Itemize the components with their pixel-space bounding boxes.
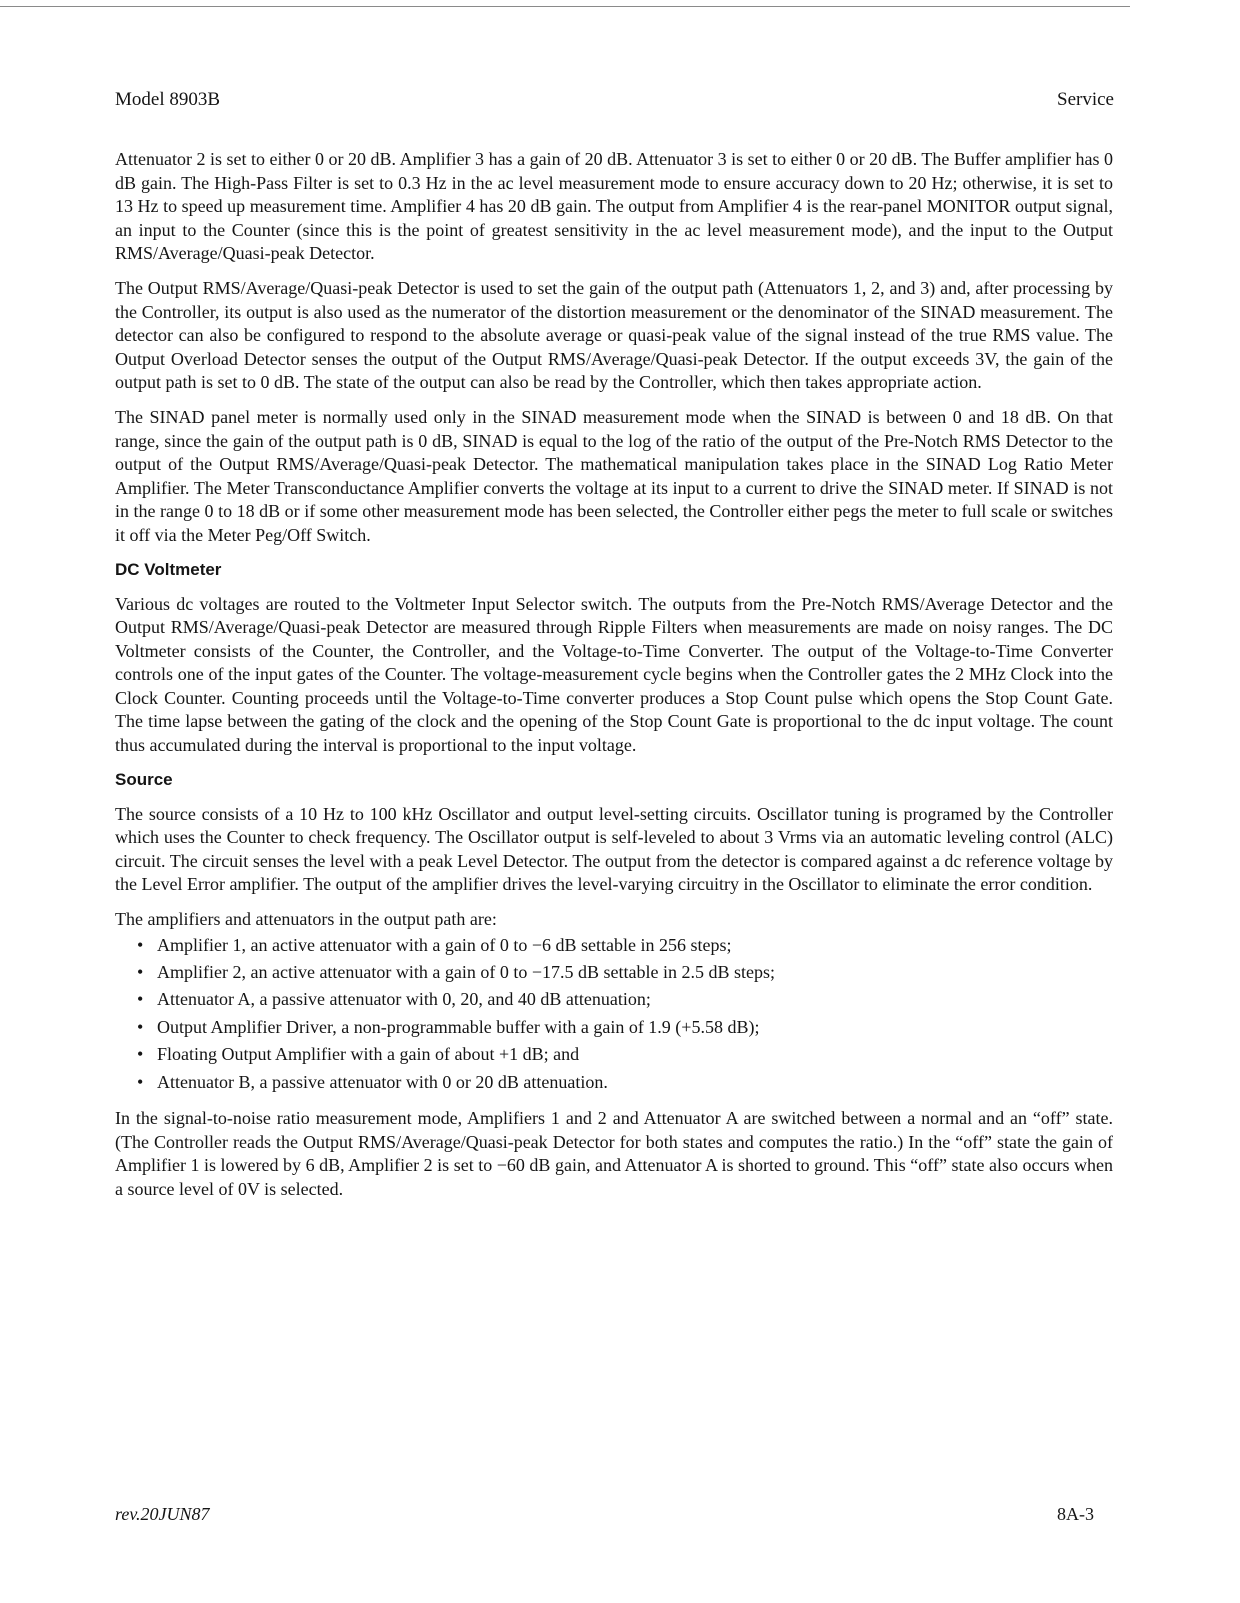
list-item-text: Output Amplifier Driver, a non-programmable buffer with a gain of 1.9 (+5.58 dB); bbox=[157, 1016, 760, 1037]
header-model: Model 8903B bbox=[115, 89, 221, 110]
page-number: 8A-3 bbox=[1057, 1504, 1094, 1524]
paragraph-list-intro: The amplifiers and attenuators in the output path are: bbox=[115, 909, 497, 930]
bullet-icon: • bbox=[137, 962, 144, 983]
paragraph-dc-voltmeter: Various dc voltages are routed to the Voltmeter Input Selector switch. The outputs from the Pre-Notch RMS/Average Detector and the Output RMS/Average/Quasi-peak Detector are measured through Ripple Filters when measurements are made on noisy ranges. The DC Voltmeter consists of the Counter, the Controller, and the Voltage-to-Time Converter. The output of the Voltage-to-Time Converter controls one of the input gates of the Counter. The voltage-measurement cycle begins when the Controller gates the 2 MHz Clock into the Clock Counter. Counting proceeds until the Voltage-to-Time converter produces a Stop Count pulse which opens the Stop Count Gate. The time lapse between the gating of the clock and the opening of the Stop Count Gate is proportional to the dc input voltage. The count thus accumulated during the interval is proportional to the input voltage. bbox=[115, 593, 1113, 756]
bullet-icon: • bbox=[137, 989, 144, 1010]
heading-dc-voltmeter: DC Voltmeter bbox=[115, 559, 222, 579]
bullet-icon: • bbox=[137, 1016, 144, 1037]
paragraph-snr-mode: In the signal-to-noise ratio measurement mode, Amplifiers 1 and 2 and Attenuator A are switched between a normal and an “off” state. (The Controller reads the Output RMS/Average/Quasi-peak Detector for both states and computes the ratio.) In the “off” state the gain of Amplifier 1 is lowered by 6 dB, Amplifier 2 is set to −60 dB gain, and Attenuator A is shorted to ground. This “off” state also occurs when a source level of 0V is selected. bbox=[115, 1108, 1113, 1199]
page-body bbox=[115, 148, 1113, 1212]
list-item bbox=[137, 959, 1113, 986]
list-item-text: Floating Output Amplifier with a gain of about +1 dB; and bbox=[157, 1044, 580, 1065]
bullet-icon: • bbox=[137, 1071, 144, 1092]
bullet-icon: • bbox=[137, 1044, 144, 1065]
header-section: Service bbox=[1057, 89, 1114, 110]
paragraph-output-detector: The Output RMS/Average/Quasi-peak Detector is used to set the gain of the output path (Attenuators 1, 2, and 3) and, after processing by the Controller, its output is also used as the numerator of the distortion measurement or the denominator of the SINAD measurement. The detector can also be configured to respond to the absolute average or quasi-peak value of the signal instead of the true RMS value. The Output Overload Detector senses the output of the Output RMS/Average/Quasi-peak Detector. If the output exceeds 3V, the gain of the output path is set to 0 dB. The state of the output can also be read by the Controller, which then takes appropriate action. bbox=[115, 277, 1113, 393]
list-item bbox=[137, 1041, 1113, 1068]
paragraph-source: The source consists of a 10 Hz to 100 kHz Oscillator and output level-setting circuits. Oscillator tuning is programed by the Controller which uses the Counter to check frequency. The Oscillator output is self-leveled to about 3 Vrms via an automatic leveling control (ALC) circuit. The circuit senses the level with a peak Level Detector. The output from the detector is compared against a dc reference voltage by the Level Error amplifier. The output of the amplifier drives the level-varying circuitry in the Oscillator to eliminate the error condition. bbox=[115, 803, 1113, 895]
paragraph-attenuators: Attenuator 2 is set to either 0 or 20 dB. Amplifier 3 has a gain of 20 dB. Attenuator 3 is set to either 0 or 20 dB. The Buffer amplifier has 0 dB gain. The High-Pass Filter is set to 0.3 Hz in the ac level measurement mode to ensure accuracy down to 20 Hz; otherwise, it is set to 13 Hz to speed up measurement time. Amplifier 4 has 20 dB gain. The output from Amplifier 4 is the rear-panel MONITOR output signal, an input to the Counter (since this is the point of greatest sensitivity in the ac level measurement mode), and the input to the Output RMS/Average/Quasi-peak Detector. bbox=[115, 149, 1113, 264]
list-item-text: Attenuator B, a passive attenuator with 0 or 20 dB attenuation. bbox=[157, 1071, 608, 1092]
list-item-text: Amplifier 1, an active attenuator with a gain of 0 to −6 dB settable in 256 steps; bbox=[157, 934, 732, 955]
bullet-icon: • bbox=[137, 934, 144, 955]
paragraph-sinad-meter: The SINAD panel meter is normally used only in the SINAD measurement mode when the SINAD is between 0 and 18 dB. On that range, since the gain of the output path is 0 dB, SINAD is equal to the log of the ratio of the output of the Pre-Notch RMS Detector to the output of the Output RMS/Average/Quasi-peak Detector. The mathematical manipulation takes place in the SINAD Log Ratio Meter Amplifier. The Meter Transconductance Amplifier converts the voltage at its input to a current to drive the SINAD meter. If SINAD is not in the range 0 to 18 dB or if some other measurement mode has been selected, the Controller either pegs the meter to full scale or switches it off via the Meter Peg/Off Switch. bbox=[115, 406, 1113, 545]
list-item bbox=[137, 1069, 1113, 1096]
list-item bbox=[137, 932, 1113, 959]
list-item-text: Amplifier 2, an active attenuator with a gain of 0 to −17.5 dB settable in 2.5 dB steps; bbox=[157, 962, 776, 983]
list-item-text: Attenuator A, a passive attenuator with 0, 20, and 40 dB attenuation; bbox=[157, 989, 651, 1010]
heading-source: Source bbox=[115, 769, 173, 789]
output-path-list bbox=[115, 932, 1113, 1096]
footer-revision: rev.20JUN87 bbox=[115, 1504, 210, 1524]
top-rule bbox=[0, 6, 1130, 7]
list-item bbox=[137, 986, 1113, 1013]
list-item bbox=[137, 1014, 1113, 1041]
